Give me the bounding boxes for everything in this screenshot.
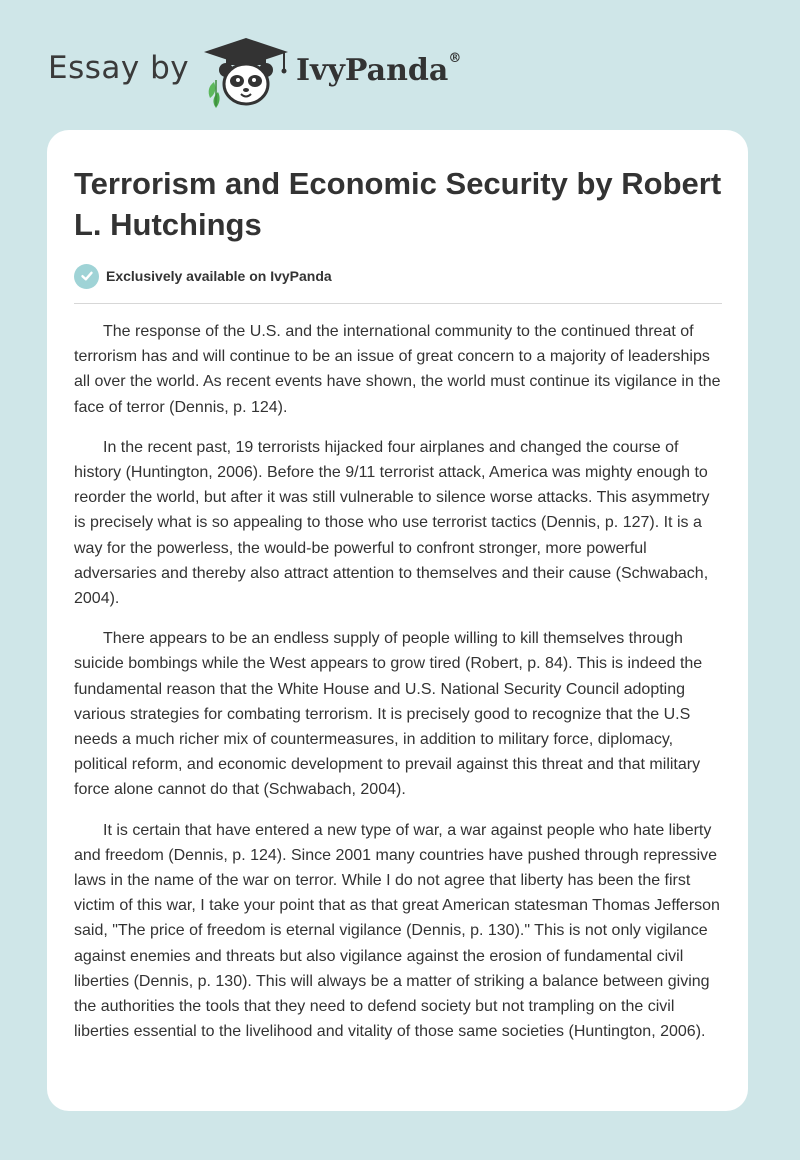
brand-name[interactable]: [296, 53, 461, 88]
panda-graduate-icon[interactable]: [200, 36, 292, 108]
essay-card: [47, 130, 748, 1111]
exclusive-badge: [74, 263, 332, 289]
check-circle-icon: [74, 264, 99, 289]
registered-mark: ®: [448, 51, 462, 66]
site-header: [0, 0, 800, 130]
paragraph: There appears to be an endless supply of people willing to kill themselves through suicide bombings while the West appears to grow tired (Robert, p. 84). This is indeed the fundamental reason that the White House and U.S. National Security Council adopting various strategies for combating terrorism. It is precisely good to recognize that the U.S needs a much richer mix of countermeasures, in addition to military force, diplomacy, political reform, and economic development to prevail against this threat and that military force alone cannot do that (Schwabach, 2004).: [74, 630, 703, 799]
exclusive-badge-text: Exclusively available on IvyPanda: [106, 268, 332, 284]
essay-by-label: Essay by: [48, 50, 190, 86]
paragraph: It is certain that have entered a new type of war, a war against people who hate liberty and freedom (Dennis, p. 124). Since 2001 many countries have pushed through repressive laws in the name of the war on terror. While I do not agree that liberty has been the first victim of this war, I take your point that as that great American statesman Thomas Jefferson said, "The price of freedom is eternal vigilance (Dennis, p. 130)." This is not only vigilance against enemies and threats but also vigilance against the erosion of fundamental civil liberties (Dennis, p. 130). This will always be a matter of striking a balance between giving the authorities the tools that they need to defend society but not trampling on the civil liberties essential to the livelihood and vitality of those same societies (Huntington, 2006).: [74, 821, 720, 1041]
paragraph: In the recent past, 19 terrorists hijacked four airplanes and changed the course of history (Huntington, 2006). Before the 9/11 terrorist attack, America was mighty enough to reorder the world, but after it was still vulnerable to silence worse attacks. This asymmetry is precisely what is so appealing to those who use terrorist tactics (Dennis, p. 127). It is a way for the powerless, the would-be powerful to confront stronger, more powerful adversaries and thereby also attract attention to themselves and their cause (Schwabach, 2004).: [74, 438, 710, 608]
paragraph: The response of the U.S. and the international community to the continued threat of terrorism has and will continue to be an issue of great concern to a majority of leaderships all over the world. As recent events have shown, the world must continue its vigilance in the face of terror (Dennis, p. 124).: [74, 323, 721, 416]
brand-name-text: IvyPanda: [296, 53, 449, 88]
essay-title: Terrorism and Economic Security by Robert L. Hutchings: [74, 166, 722, 242]
divider: [74, 303, 722, 304]
essay-body: [74, 319, 724, 1059]
